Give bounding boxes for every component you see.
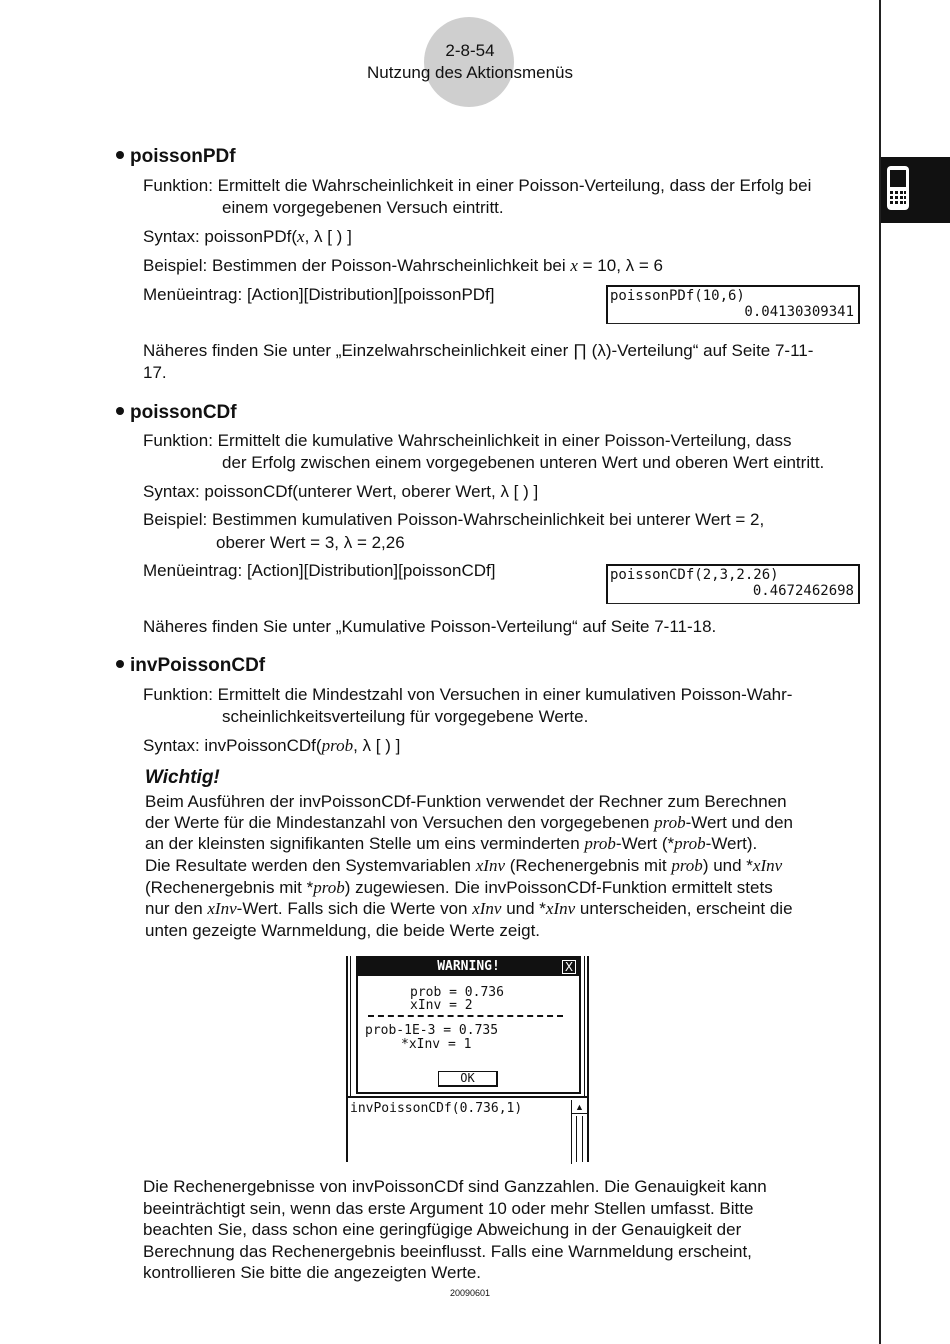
poissoncdf-funktion-cont: der Erfolg zwischen einem vorgegebenen unteren Wert und oberen Wert eintritt. (222, 453, 825, 472)
warning-dialog (356, 956, 581, 1094)
close-icon[interactable]: X (562, 960, 576, 974)
screen-input: poissonCDf(2,3,2.26) (610, 567, 779, 583)
entry-area[interactable] (348, 1096, 587, 1162)
wichtig-line: Beim Ausführen der invPoissonCDf-Funktion verwendet der Rechner zum Berechnen (145, 792, 787, 811)
invpoissoncdf-heading: invPoissonCDf (116, 655, 265, 677)
poissoncdf-menu-entry: Menüeintrag: [Action][Distribution][poissonCDf] (143, 561, 496, 580)
poissonpdf-heading: poissonPDf (116, 146, 236, 168)
bullet-icon (116, 407, 124, 415)
warning-separator (368, 1015, 563, 1017)
wichtig-line: unten gezeigte Warnmeldung, die beide Werte zeigt. (145, 921, 541, 940)
warning-xinv: xInv = 2 (410, 998, 473, 1013)
poissonpdf-reference-cont: 17. (143, 363, 167, 382)
ok-button[interactable]: OK (438, 1071, 498, 1087)
poissonpdf-funktion-cont: einem vorgegebenen Versuch eintritt. (222, 198, 504, 217)
warning-prob: prob = 0.736 (410, 985, 504, 1000)
screen-input: poissonPDf(10,6) (610, 288, 745, 304)
poissoncdf-syntax: Syntax: poissonCDf(unterer Wert, oberer Wert, λ [ ) ] (143, 482, 539, 501)
calculator-icon (886, 165, 910, 211)
closing-line: beachten Sie, dass schon eine geringfügige Abweichung in der Genauigkeit der (143, 1220, 742, 1239)
poissonpdf-syntax: Syntax: poissonPDf(x, λ [ ) ] (143, 227, 352, 246)
poissoncdf-screen (606, 564, 860, 604)
entry-text: invPoissonCDf(0.736,1) (350, 1101, 523, 1116)
poissonpdf-reference: Näheres finden Sie unter „Einzelwahrscheinlichkeit einer ∏ (λ)-Verteilung“ auf Seite 7-11- (143, 341, 814, 360)
warning-prob-minus: prob-1E-3 = 0.735 (365, 1023, 499, 1038)
poissoncdf-reference: Näheres finden Sie unter „Kumulative Poisson-Verteilung“ auf Seite 7-11-18. (143, 617, 717, 636)
poissonpdf-funktion: Funktion: Ermittelt die Wahrscheinlichkeit in einer Poisson-Verteilung, dass der Erfolg bei (143, 176, 812, 195)
invpoissoncdf-syntax: Syntax: invPoissonCDf(prob, λ [ ) ] (143, 736, 401, 755)
closing-line: beeinträchtigt sein, wenn das erste Argument 10 oder mehr Stellen umfasst. Bitte (143, 1199, 754, 1218)
wichtig-line: Die Resultate werden den Systemvariablen xInv (Rechenergebnis mit prob) und *xInv (145, 856, 783, 875)
section-title: Nutzung des Aktionsmenüs (366, 63, 573, 82)
screen-result: 0.04130309341 (744, 304, 854, 320)
warning-star-xinv: *xInv = 1 (401, 1037, 472, 1052)
poissoncdf-beispiel: Beispiel: Bestimmen kumulativen Poisson-Wahrscheinlichkeit bei unterer Wert = 2, (143, 510, 765, 529)
warning-title: WARNING! (358, 958, 579, 976)
screen-edge-right (587, 956, 589, 1162)
poissoncdf-beispiel-cont: oberer Wert = 3, λ = 2,26 (216, 533, 405, 552)
closing-line: kontrollieren Sie bitte die angezeigten Werte. (143, 1263, 481, 1282)
wichtig-line: nur den xInv-Wert. Falls sich die Werte von xInv und *xInv unterscheiden, erscheint die (145, 899, 793, 918)
scrollbar[interactable] (571, 1100, 587, 1164)
poissoncdf-funktion: Funktion: Ermittelt die kumulative Wahrscheinlichkeit in einer Poisson-Verteilung, dass (143, 431, 792, 450)
bullet-icon (116, 660, 124, 668)
closing-line: Die Rechenergebnisse von invPoissonCDf sind Ganzzahlen. Die Genauigkeit kann (143, 1177, 767, 1196)
footer-code: 20090601 (449, 1288, 491, 1298)
poissoncdf-heading: poissonCDf (116, 402, 237, 424)
scroll-up-icon[interactable]: ▲ (572, 1100, 587, 1114)
screen-result: 0.4672462698 (752, 583, 854, 599)
poissonpdf-beispiel: Beispiel: Bestimmen der Poisson-Wahrscheinlichkeit bei x = 10, λ = 6 (143, 256, 663, 275)
invpoissoncdf-funktion: Funktion: Ermittelt die Mindestzahl von Versuchen in einer kumulativen Poisson-Wahr- (143, 685, 793, 704)
wichtig-line: der Werte für die Mindestanzahl von Versuchen den vorgegebenen prob-Wert und den (145, 813, 793, 832)
wichtig-line: an der kleinsten signifikanten Stelle um eins verminderten prob-Wert (*prob-Wert). (145, 834, 758, 853)
scroll-track[interactable] (576, 1116, 583, 1162)
header-circle (424, 17, 514, 107)
wichtig-line: (Rechenergebnis mit *prob) zugewiesen. Die invPoissonCDf-Funktion ermittelt stets (145, 878, 773, 897)
wichtig-heading: Wichtig! (145, 767, 220, 788)
poissonpdf-screen (606, 285, 860, 324)
closing-line: Berechnung das Rechenergebnis beeinflusst. Falls eine Warnmeldung erscheint, (143, 1242, 752, 1261)
invpoissoncdf-funktion-cont: scheinlichkeitsverteilung für vorgegebene Werte. (222, 707, 589, 726)
page-number: 2-8-54 (445, 41, 495, 60)
poissonpdf-menu-entry: Menüeintrag: [Action][Distribution][poissonPDf] (143, 285, 495, 304)
bullet-icon (116, 151, 124, 159)
